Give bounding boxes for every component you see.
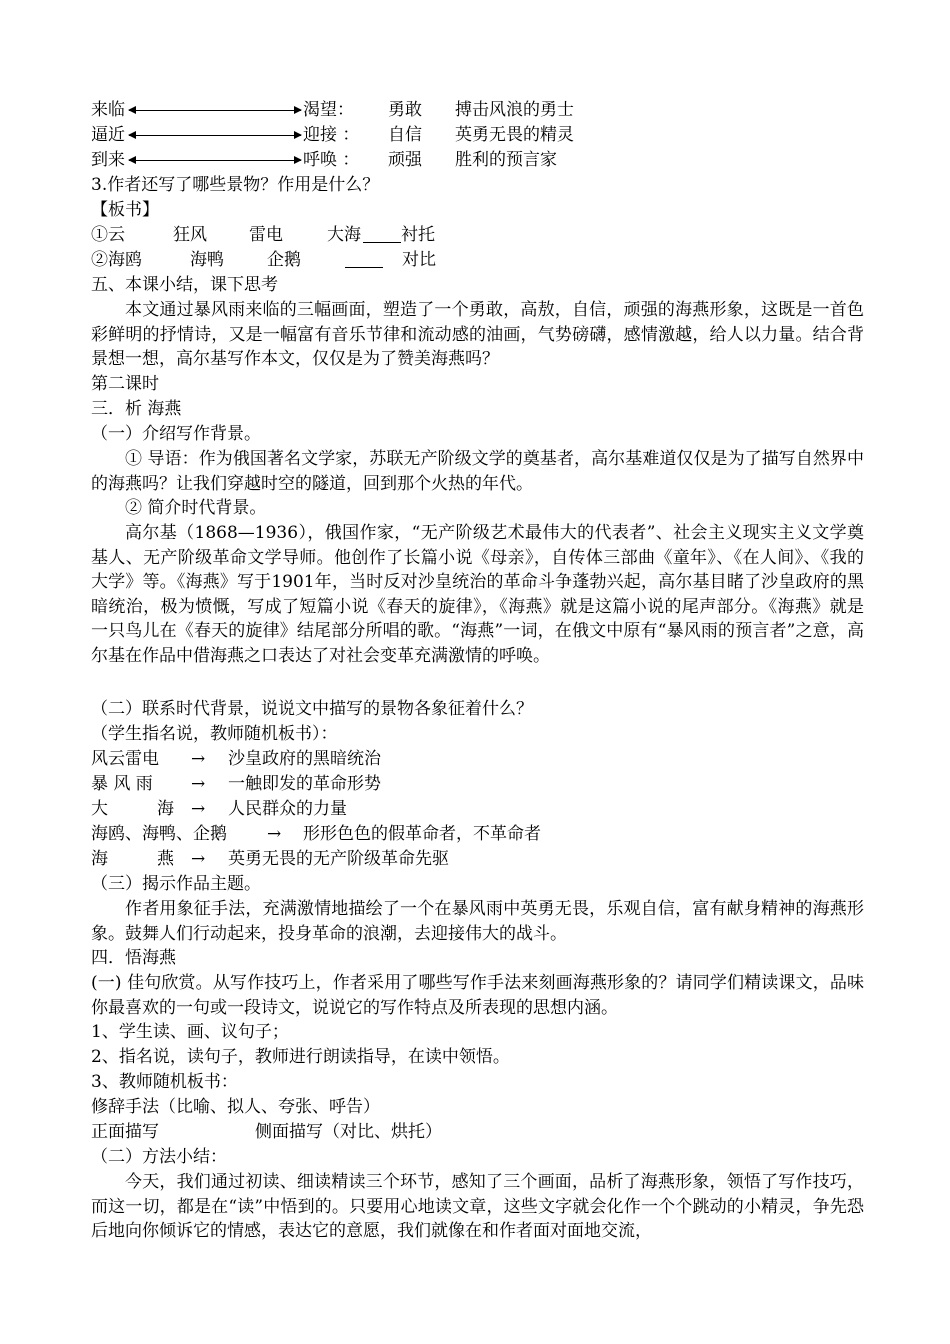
step-2: 2、指名说，读句子，教师进行朗读指导，在读中领悟。 (91, 1047, 510, 1067)
symbol-term: 海鸥、海鸭、企鹅 (91, 824, 227, 844)
row-quality: 顽强 (388, 150, 422, 170)
board-line-2 (91, 248, 864, 273)
board-item: 雷电 (249, 225, 283, 245)
row-term: 来临 (91, 100, 125, 120)
right-arrow-icon: → (267, 824, 282, 844)
symbol-row (91, 772, 864, 797)
symbol-meaning: 一触即发的革命形势 (228, 774, 381, 794)
section-4-heading: 四．悟海燕 (91, 948, 176, 968)
blank-underline (345, 248, 383, 268)
symbol-meaning: 形形色色的假革命者，不革命者 (303, 824, 541, 844)
subsection-2: （二）联系时代背景，说说文中描写的景物各象征着什么？ (91, 699, 533, 719)
step-1: 1、学生读、画、议句子； (91, 1022, 289, 1042)
subsection-3: （三）揭示作品主题。 (91, 874, 261, 894)
summary-paragraph: 本文通过暴风雨来临的三幅画面，塑造了一个勇敢，高敖，自信，顽强的海燕形象，这既是一首色彩鲜明的抒情诗，又是一幅富有音乐节律和流动感的油画，气势磅礴，感情激越，给人以力量。结合背景想一想，高尔基写作本文，仅仅是为了赞美海燕吗？ (91, 300, 864, 370)
board-item: ①云 (91, 225, 125, 245)
row-label: 迎接 ： (303, 125, 360, 145)
board-item: 对比 (402, 250, 436, 270)
board-item: 企鹅 (267, 250, 301, 270)
row-label: 呼唤 ： (303, 150, 360, 170)
gorky-paragraph: 高尔基（1868—1936），俄国作家，“无产阶级艺术最伟大的代表者”、社会主义现实主义文学奠基人、无产阶级革命文学导师。他创作了长篇小说《母亲》，自传体三部曲《童年》、《在人间》、《我的大学》等。《海燕》写于1901年，当时反对沙皇统治的革命斗争蓬勃兴起，高尔基目睹了沙皇政府的黑暗统治，极为愤慨，写成了短篇小说《春天的旋律》，《海燕》就是这篇小说的尾声部分。《海燕》就是一只鸟儿在《春天的旋律》结尾部分所唱的歌。“海燕”一词，在俄文中原有“暴风雨的预言者”之意，高尔基在作品中借海燕之口表达了对社会变革充满激情的呼唤。 (91, 523, 864, 666)
symbol-meaning: 人民群众的力量 (228, 799, 347, 819)
symbol-term: 海 (157, 799, 174, 819)
row-image: 搏击风浪的勇士 (455, 100, 574, 120)
row-image: 英勇无畏的精灵 (455, 125, 574, 145)
subsection-1: （一）介绍写作背景。 (91, 424, 261, 444)
board-line-1 (91, 223, 864, 248)
right-arrow-icon: → (191, 849, 206, 869)
symbol-row (91, 847, 864, 872)
method-paragraph: 今天，我们通过初读、细读精读三个环节，感知了三个画面，品析了海燕形象，领悟了写作技巧，而这一切，都是在“读”中悟到的。只要用心地读文章，这些文字就会化作一个个跳动的小精灵，争先恐后地向你倾诉它的情感，表达它的意愿，我们就像在和作者面对面地交流， (91, 1172, 864, 1242)
row-label: 渴望： (303, 100, 354, 120)
symbol-term: 风云雷电 (91, 749, 159, 769)
symbol-row (91, 747, 864, 772)
appreciate-paragraph: (一) 佳句欣赏。从写作技巧上，作者采用了哪些写作手法来刻画海燕形象的？请同学们精读课文，品味你最喜欢的一句或一段诗文，说说它的写作特点及所表现的思想内涵。 (91, 973, 864, 1018)
method-heading: （二）方法小结： (91, 1147, 227, 1167)
subsection-2-note: （学生指名说，教师随机板书）： (91, 724, 338, 744)
symbol-term: 大 (91, 799, 108, 819)
double-arrow-icon (129, 110, 301, 111)
symbol-row (91, 822, 864, 847)
right-arrow-icon: → (191, 749, 206, 769)
board-item: 狂风 (173, 225, 207, 245)
question-3: 3.作者还写了哪些景物？作用是什么？ (91, 175, 380, 195)
right-arrow-icon: → (191, 799, 206, 819)
description-line (91, 1120, 864, 1145)
double-arrow-icon (129, 160, 301, 161)
step-3: 3、教师随机板书： (91, 1072, 238, 1092)
rhetoric-line: 修辞手法（比喻、拟人、夸张、呼告） (91, 1097, 380, 1117)
side-description: 侧面描写（对比、烘托） (255, 1122, 442, 1142)
symbol-term: 暴 风 雨 (91, 774, 153, 794)
blank-underline (363, 223, 401, 243)
board-item: 衬托 (401, 225, 435, 245)
arrow-row (91, 148, 864, 173)
symbol-term: 燕 (157, 849, 174, 869)
row-term: 逼近 (91, 125, 125, 145)
section-3-heading: 三．析 海燕 (91, 399, 182, 419)
theme-paragraph: 作者用象征手法，充满激情地描绘了一个在暴风雨中英勇无畏，乐观自信，富有献身精神的海燕形象。鼓舞人们行动起来，投身革命的浪潮，去迎接伟大的战斗。 (91, 899, 864, 944)
board-title: 【板书】 (91, 200, 159, 220)
board-item: 大海 (327, 225, 361, 245)
double-arrow-icon (129, 135, 301, 136)
symbol-meaning: 沙皇政府的黑暗统治 (228, 749, 381, 769)
arrow-row (91, 98, 864, 123)
front-description: 正面描写 (91, 1122, 159, 1142)
symbol-row (91, 797, 864, 822)
lesson-2-heading: 第二课时 (91, 374, 159, 394)
symbol-meaning: 英勇无畏的无产阶级革命先驱 (228, 849, 449, 869)
right-arrow-icon: → (191, 774, 206, 794)
row-quality: 勇敢 (388, 100, 422, 120)
symbol-term: 海 (91, 849, 108, 869)
row-image: 胜利的预言家 (455, 150, 557, 170)
board-item: ②海鸥 (91, 250, 142, 270)
guide-paragraph: ① 导语：作为俄国著名文学家，苏联无产阶级文学的奠基者，高尔基难道仅仅是为了描写自然界中的海燕吗？让我们穿越时空的隧道，回到那个火热的年代。 (91, 449, 864, 494)
era-heading: ② 简介时代背景。 (125, 498, 267, 518)
row-term: 到来 (91, 150, 125, 170)
section-5-heading: 五、本课小结，课下思考 (91, 275, 278, 295)
board-item: 海鸭 (190, 250, 224, 270)
arrow-row (91, 123, 864, 148)
row-quality: 自信 (388, 125, 422, 145)
